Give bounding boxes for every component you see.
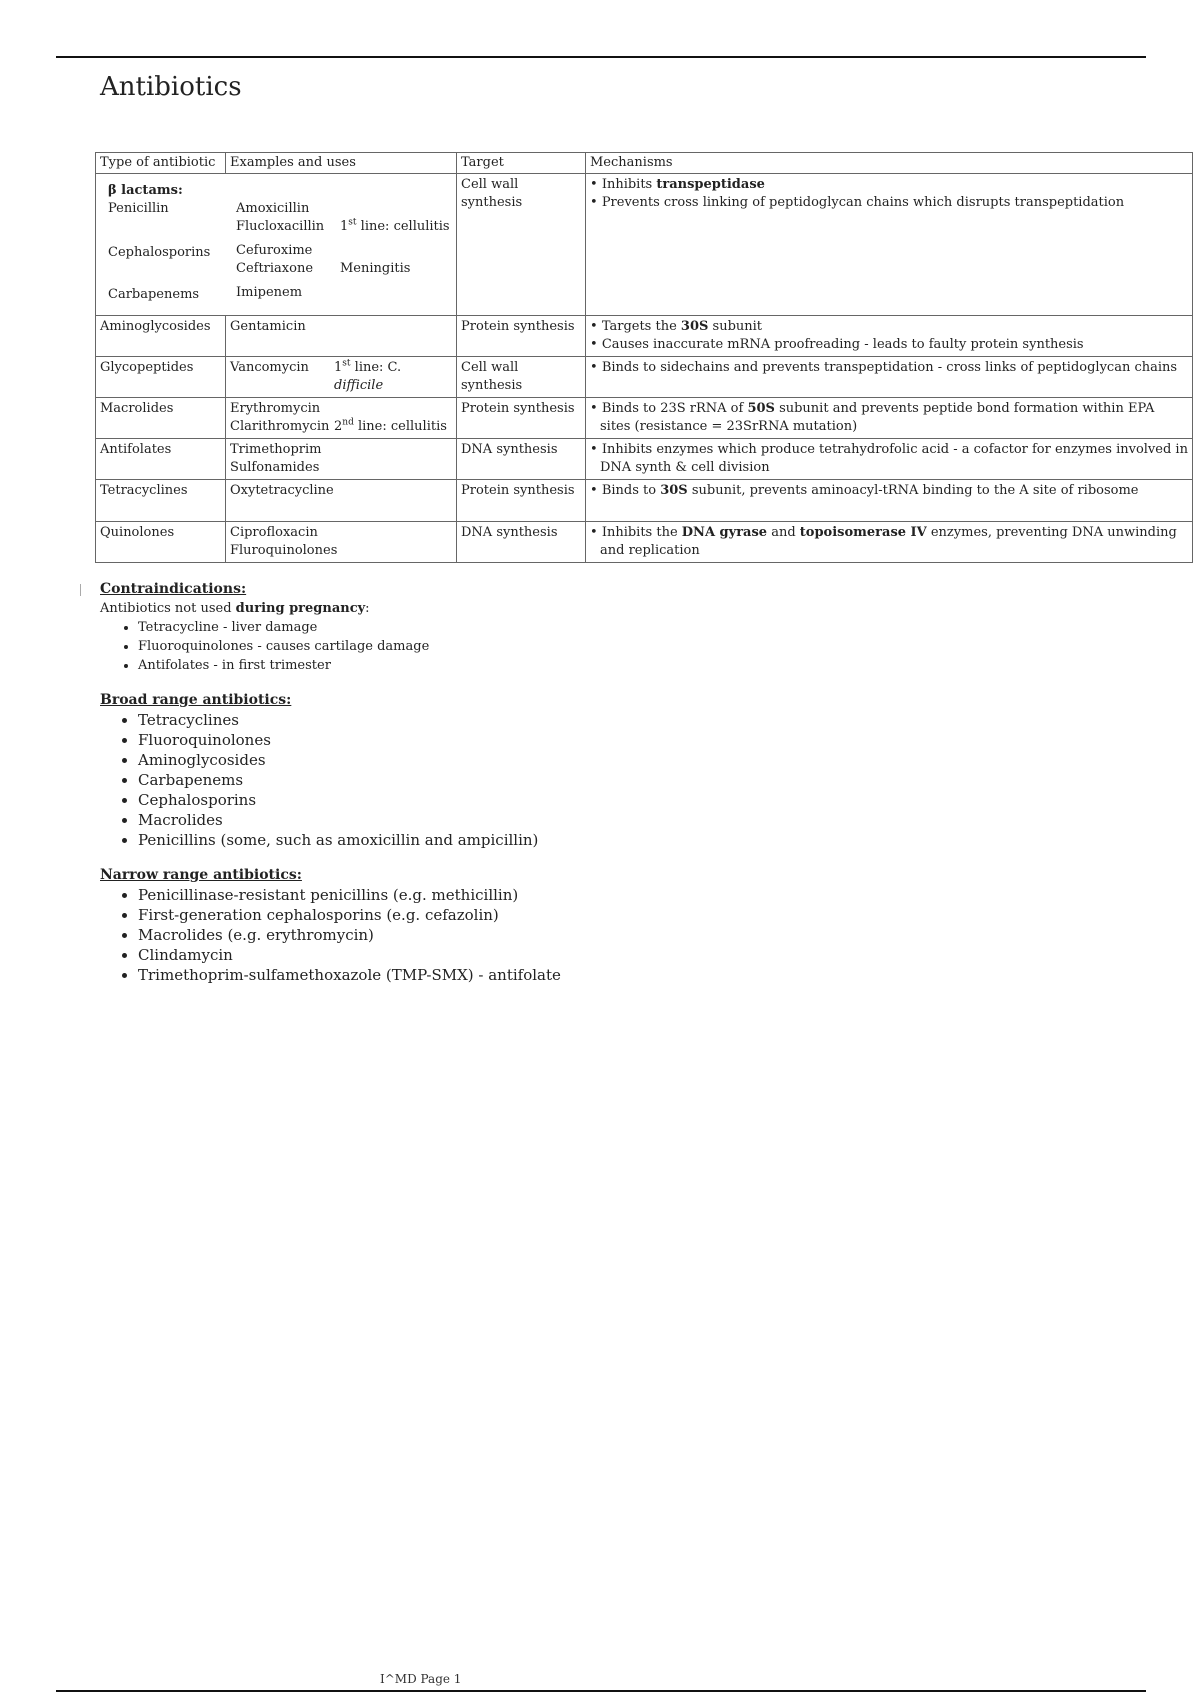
vancomycin-use: 1st line: C. difficile: [334, 358, 402, 393]
type-name: β lactams:: [108, 183, 183, 198]
drug-cefuroxime: Cefuroxime: [236, 243, 313, 258]
list-item: • Trimethoprim-sulfamethoxazole (TMP-SMX) - antifolate: [138, 965, 561, 985]
list-item: • Antifolates - in first trimester: [138, 656, 561, 675]
list-item: • Macrolides: [138, 810, 561, 830]
list-item: • Clindamycin: [138, 945, 561, 965]
contraindications-intro: Antibiotics not used during pregnancy:: [100, 601, 370, 616]
contraindications-heading: Contraindications:: [100, 581, 247, 597]
examples-macrolides: [226, 398, 457, 439]
table-row-quinolones: [96, 522, 1193, 563]
narrow-range-heading: Narrow range antibiotics:: [100, 867, 302, 883]
list-item: • Cephalosporins: [138, 790, 561, 810]
list-item: • Aminoglycosides: [138, 750, 561, 770]
drug-amoxicillin: Amoxicillin: [236, 201, 310, 216]
top-rule: [56, 56, 1146, 58]
broad-range-heading: Broad range antibiotics:: [100, 692, 292, 708]
narrow-range-list: [100, 885, 561, 985]
drug-clarithromycin: Clarithromycin: [230, 419, 330, 434]
table-header-row: [96, 153, 1193, 174]
drug-trimethoprim: Trimethoprim: [230, 442, 322, 457]
header-mechanisms: Mechanisms: [586, 153, 1193, 174]
page-footer: I^MD Page 1: [380, 1672, 462, 1686]
contraindications-section: [100, 580, 561, 675]
list-item: • Penicillinase-resistant penicillins (e.g. methicillin): [138, 885, 561, 905]
mechanism-item: • Inhibits the DNA gyrase and topoisomerase IV enzymes, preventing DNA unwinding and replication: [590, 524, 1188, 560]
flucloxacillin-use: 1st line: cellulitis: [340, 217, 450, 234]
ceftriaxone-use: Meningitis: [340, 261, 411, 276]
page-title: Antibiotics: [100, 72, 242, 102]
broad-range-section: [100, 691, 561, 850]
header-target: Target: [457, 153, 586, 174]
mechanism-item: • Inhibits transpeptidase: [590, 176, 1188, 194]
mechanism-beta-lactams: [586, 174, 1193, 316]
type-name: Tetracyclines: [96, 480, 226, 522]
drug-vancomycin: Vancomycin: [230, 360, 309, 375]
mechanism-item: • Inhibits enzymes which produce tetrahydrofolic acid - a cofactor for enzymes involved in DNA synth & cell division: [590, 441, 1188, 477]
examples-glycopeptides: [226, 357, 457, 398]
clarithromycin-line: [230, 418, 452, 436]
subtype-carbapenems: Carbapenems: [108, 287, 200, 302]
mechanism-item: • Binds to 30S subunit, prevents aminoacyl-tRNA binding to the A site of ribosome: [590, 482, 1188, 500]
drug-sulfonamides: Sulfonamides: [230, 460, 320, 475]
contraindications-list: [100, 618, 561, 675]
mechanism-macrolides: [586, 398, 1193, 439]
beta-lactams-cell: [96, 174, 457, 316]
mechanism-tetracyclines: [586, 480, 1193, 522]
mechanism-glycopeptides: [586, 357, 1193, 398]
mechanism-item: • Binds to 23S rRNA of 50S subunit and prevents peptide bond formation within EPA sites (resistance = 23SrRNA mutation): [590, 400, 1188, 436]
beta-lactam-drugs: [228, 200, 450, 304]
target-beta-lactams: Cell wall synthesis: [457, 174, 586, 316]
list-item: • Carbapenems: [138, 770, 561, 790]
subtype-cephalosporins: Cephalosporins: [108, 245, 211, 260]
target-glycopeptides: Cell wall synthesis: [457, 357, 586, 398]
drug-ceftriaxone: Ceftriaxone: [236, 261, 314, 276]
drug-flucloxacillin: Flucloxacillin: [236, 219, 325, 234]
mechanism-quinolones: [586, 522, 1193, 563]
mechanism-item: • Prevents cross linking of peptidoglycan chains which disrupts transpeptidation: [590, 194, 1188, 212]
examples-antifolates: [226, 439, 457, 480]
target-tetracyclines: Protein synthesis: [457, 480, 586, 522]
mechanism-aminoglycosides: [586, 316, 1193, 357]
type-name: Antifolates: [96, 439, 226, 480]
list-item: • Fluoroquinolones: [138, 730, 561, 750]
examples-quinolones: [226, 522, 457, 563]
target-antifolates: DNA synthesis: [457, 439, 586, 480]
target-quinolones: DNA synthesis: [457, 522, 586, 563]
narrow-range-section: [100, 866, 561, 985]
drug-ciprofloxacin: Ciprofloxacin: [230, 525, 318, 540]
list-item: • Fluoroquinolones - causes cartilage damage: [138, 637, 561, 656]
drug-imipenem: Imipenem: [236, 285, 303, 300]
broad-range-list: [100, 710, 561, 850]
bottom-rule: [56, 1690, 1146, 1692]
examples-tetracyclines: Oxytetracycline: [226, 480, 457, 522]
mechanism-item: • Causes inaccurate mRNA proofreading - leads to faulty protein synthesis: [590, 336, 1188, 354]
table-row-macrolides: [96, 398, 1193, 439]
header-type: Type of antibiotic: [96, 153, 226, 174]
table-row-beta-lactams: [96, 174, 1193, 316]
antibiotics-table: [95, 152, 1193, 563]
ceftriaxone-line: [236, 260, 450, 278]
mechanism-item: • Targets the 30S subunit: [590, 318, 1188, 336]
type-name: Aminoglycosides: [96, 316, 226, 357]
type-name: Macrolides: [96, 398, 226, 439]
type-name: Quinolones: [96, 522, 226, 563]
margin-marker: [80, 584, 81, 596]
target-macrolides: Protein synthesis: [457, 398, 586, 439]
list-item: • Tetracycline - liver damage: [138, 618, 561, 637]
header-examples: Examples and uses: [226, 153, 457, 174]
target-aminoglycosides: Protein synthesis: [457, 316, 586, 357]
table-row-tetracyclines: [96, 480, 1193, 522]
clarithromycin-use: 2nd line: cellulitis: [334, 417, 447, 434]
beta-lactam-rows: [100, 200, 452, 304]
mechanism-antifolates: [586, 439, 1193, 480]
type-name: Glycopeptides: [96, 357, 226, 398]
mechanism-item: • Binds to sidechains and prevents transpeptidation - cross links of peptidoglycan chains: [590, 359, 1188, 377]
list-item: • Penicillins (some, such as amoxicillin and ampicillin): [138, 830, 561, 850]
drug-erythromycin: Erythromycin: [230, 401, 321, 416]
drug-fluroquinolones: Fluroquinolones: [230, 543, 338, 558]
list-item: • Tetracyclines: [138, 710, 561, 730]
beta-lactam-subtypes: [100, 200, 228, 304]
examples-aminoglycosides: Gentamicin: [226, 316, 457, 357]
list-item: • First-generation cephalosporins (e.g. cefazolin): [138, 905, 561, 925]
subtype-penicillin: Penicillin: [108, 201, 169, 216]
flucloxacillin-line: [236, 218, 450, 236]
table-row-antifolates: [96, 439, 1193, 480]
list-item: • Macrolides (e.g. erythromycin): [138, 925, 561, 945]
table-row-glycopeptides: [96, 357, 1193, 398]
notes-section: [100, 580, 561, 1001]
table-row-aminoglycosides: [96, 316, 1193, 357]
glycopeptides-line: [230, 359, 452, 395]
